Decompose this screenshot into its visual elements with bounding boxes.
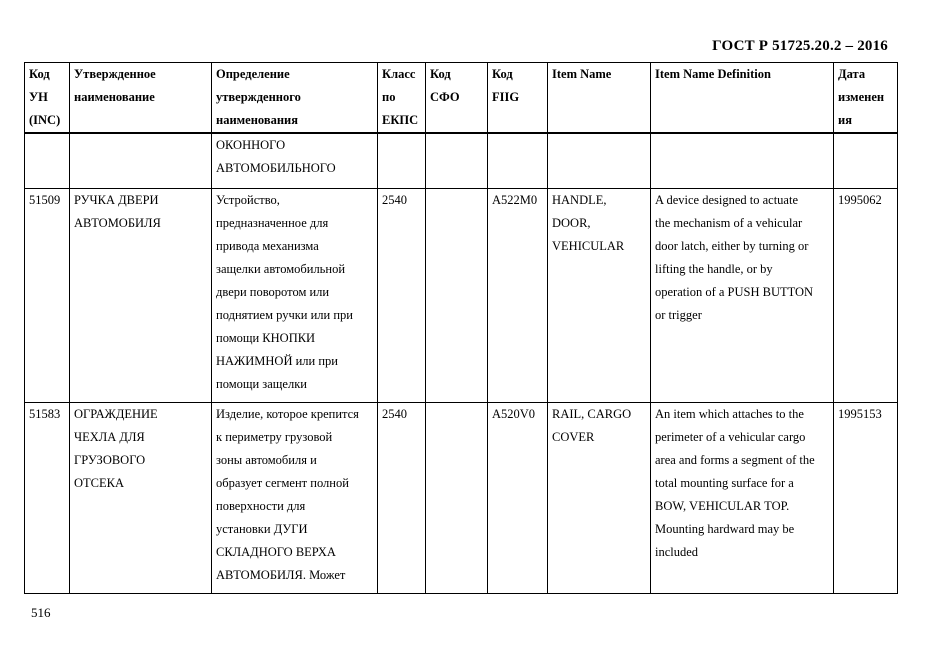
cell-fiig-code — [488, 189, 548, 403]
cell-line: ОГРАЖДЕНИЕ — [74, 407, 158, 421]
cell-item-name-definition — [651, 403, 834, 594]
cell-line: ОКОННОГО — [216, 138, 286, 152]
column-header-approved-name — [70, 63, 212, 134]
cell-line: ЕКПС — [382, 113, 419, 127]
cell-line: РУЧКА ДВЕРИ — [74, 193, 159, 207]
table-row — [25, 403, 898, 594]
cell-line: Item Name — [552, 67, 612, 81]
column-header-inc-code — [25, 63, 70, 134]
table-body — [25, 133, 898, 594]
cell-line: A device designed to actuate — [655, 193, 798, 207]
cell-line: total mounting surface for a — [655, 476, 794, 490]
cell-line: установки ДУГИ — [216, 522, 308, 536]
cell-name-definition — [212, 403, 378, 594]
cell-inc-code — [25, 133, 70, 189]
cell-item-name-definition — [651, 189, 834, 403]
cell-line: 1995062 — [838, 193, 882, 207]
cell-line: привода механизма — [216, 239, 319, 253]
cell-line: COVER — [552, 430, 595, 444]
header-row — [25, 63, 898, 134]
cell-change-date — [834, 403, 898, 594]
cell-line: Mounting hardward may be — [655, 522, 795, 536]
cell-line: ия — [838, 113, 852, 127]
cell-line: наименования — [216, 113, 299, 127]
cell-line: СКЛАДНОГО ВЕРХА — [216, 545, 336, 559]
cell-line: A520V0 — [492, 407, 536, 421]
cell-line: A522M0 — [492, 193, 538, 207]
cell-sfo-code — [426, 189, 488, 403]
cell-line: 2540 — [382, 407, 407, 421]
cell-line: изменен — [838, 90, 885, 104]
cell-line: Изделие, которое крепится — [216, 407, 359, 421]
cell-line: образует сегмент полной — [216, 476, 349, 490]
cell-ekps-class — [378, 189, 426, 403]
cell-line: 2540 — [382, 193, 407, 207]
cell-line: door latch, either by turning or — [655, 239, 809, 253]
page-number: 516 — [31, 605, 51, 620]
cell-line: HANDLE, — [552, 193, 607, 207]
cell-line: поднятием ручки или при — [216, 308, 353, 322]
column-header-item-name-definition — [651, 63, 834, 134]
cell-sfo-code — [426, 133, 488, 189]
column-header-ekps-class — [378, 63, 426, 134]
cell-line: наименование — [74, 90, 155, 104]
cell-line: Устройство, — [216, 193, 280, 207]
table-row — [25, 189, 898, 403]
cell-line: included — [655, 545, 699, 559]
cell-inc-code — [25, 403, 70, 594]
cell-sfo-code — [426, 403, 488, 594]
cell-line: the mechanism of a vehicular — [655, 216, 803, 230]
cell-line: Код — [29, 67, 50, 81]
cell-line: operation of a PUSH BUTTON — [655, 285, 814, 299]
cell-line: An item which attaches to the — [655, 407, 804, 421]
column-header-fiig-code — [488, 63, 548, 134]
cell-line: ОТСЕКА — [74, 476, 124, 490]
table-row — [25, 133, 898, 189]
cell-line: СФО — [430, 90, 460, 104]
document-id: ГОСТ Р 51725.20.2 – 2016 — [712, 38, 888, 54]
cell-line: (INC) — [29, 113, 61, 127]
column-header-sfo-code — [426, 63, 488, 134]
cell-line: помощи защелки — [216, 377, 307, 391]
cell-line: утвержденного — [216, 90, 301, 104]
cell-line: perimeter of a vehicular cargo — [655, 430, 806, 444]
cell-line: DOOR, — [552, 216, 591, 230]
cell-line: area and forms a segment of the — [655, 453, 815, 467]
cell-ekps-class — [378, 133, 426, 189]
cell-line: двери поворотом или — [216, 285, 330, 299]
cell-line: FIIG — [492, 90, 520, 104]
cell-line: VEHICULAR — [552, 239, 625, 253]
cell-line: ЧЕХЛА ДЛЯ — [74, 430, 145, 444]
cell-line: поверхности для — [216, 499, 306, 513]
cell-line: Item Name Definition — [655, 67, 771, 81]
cell-line: предназначенное для — [216, 216, 329, 230]
cell-item-name — [548, 133, 651, 189]
cell-line: Код — [492, 67, 513, 81]
cell-change-date — [834, 189, 898, 403]
cell-approved-name — [70, 189, 212, 403]
column-header-item-name — [548, 63, 651, 134]
cell-approved-name — [70, 403, 212, 594]
cell-line: помощи КНОПКИ — [216, 331, 316, 345]
cell-line: or trigger — [655, 308, 702, 322]
cell-item-name-definition — [651, 133, 834, 189]
cell-fiig-code — [488, 133, 548, 189]
cell-line: зоны автомобиля и — [216, 453, 317, 467]
cell-line: Код — [430, 67, 451, 81]
cell-line: АВТОМОБИЛЯ. Может — [216, 568, 346, 582]
cell-line: 1995153 — [838, 407, 882, 421]
cell-line: АВТОМОБИЛЯ — [74, 216, 161, 230]
cell-name-definition — [212, 133, 378, 189]
column-header-name-definition — [212, 63, 378, 134]
cell-change-date — [834, 133, 898, 189]
cell-inc-code — [25, 189, 70, 403]
cell-line: Определение — [216, 67, 290, 81]
column-header-change-date — [834, 63, 898, 134]
cell-line: УН — [29, 90, 48, 104]
cell-name-definition — [212, 189, 378, 403]
cell-line: АВТОМОБИЛЬНОГО — [216, 161, 336, 175]
cell-line: RAIL, CARGO — [552, 407, 632, 421]
cell-line: ГРУЗОВОГО — [74, 453, 146, 467]
cell-item-name — [548, 189, 651, 403]
cell-line: Утвержденное — [74, 67, 156, 81]
cell-line: lifting the handle, or by — [655, 262, 773, 276]
table-header — [25, 63, 898, 134]
cell-line: защелки автомобильной — [216, 262, 346, 276]
cell-line: 51583 — [29, 407, 61, 421]
cell-line: Класс — [382, 67, 416, 81]
cell-item-name — [548, 403, 651, 594]
cell-line: Дата — [838, 67, 866, 81]
cell-line: к периметру грузовой — [216, 430, 333, 444]
cell-approved-name — [70, 133, 212, 189]
cell-ekps-class — [378, 403, 426, 594]
catalog-table — [24, 62, 898, 594]
cell-line: по — [382, 90, 396, 104]
cell-line: 51509 — [29, 193, 61, 207]
cell-line: НАЖИМНОЙ или при — [216, 354, 338, 368]
cell-line: BOW, VEHICULAR TOP. — [655, 499, 790, 513]
cell-fiig-code — [488, 403, 548, 594]
